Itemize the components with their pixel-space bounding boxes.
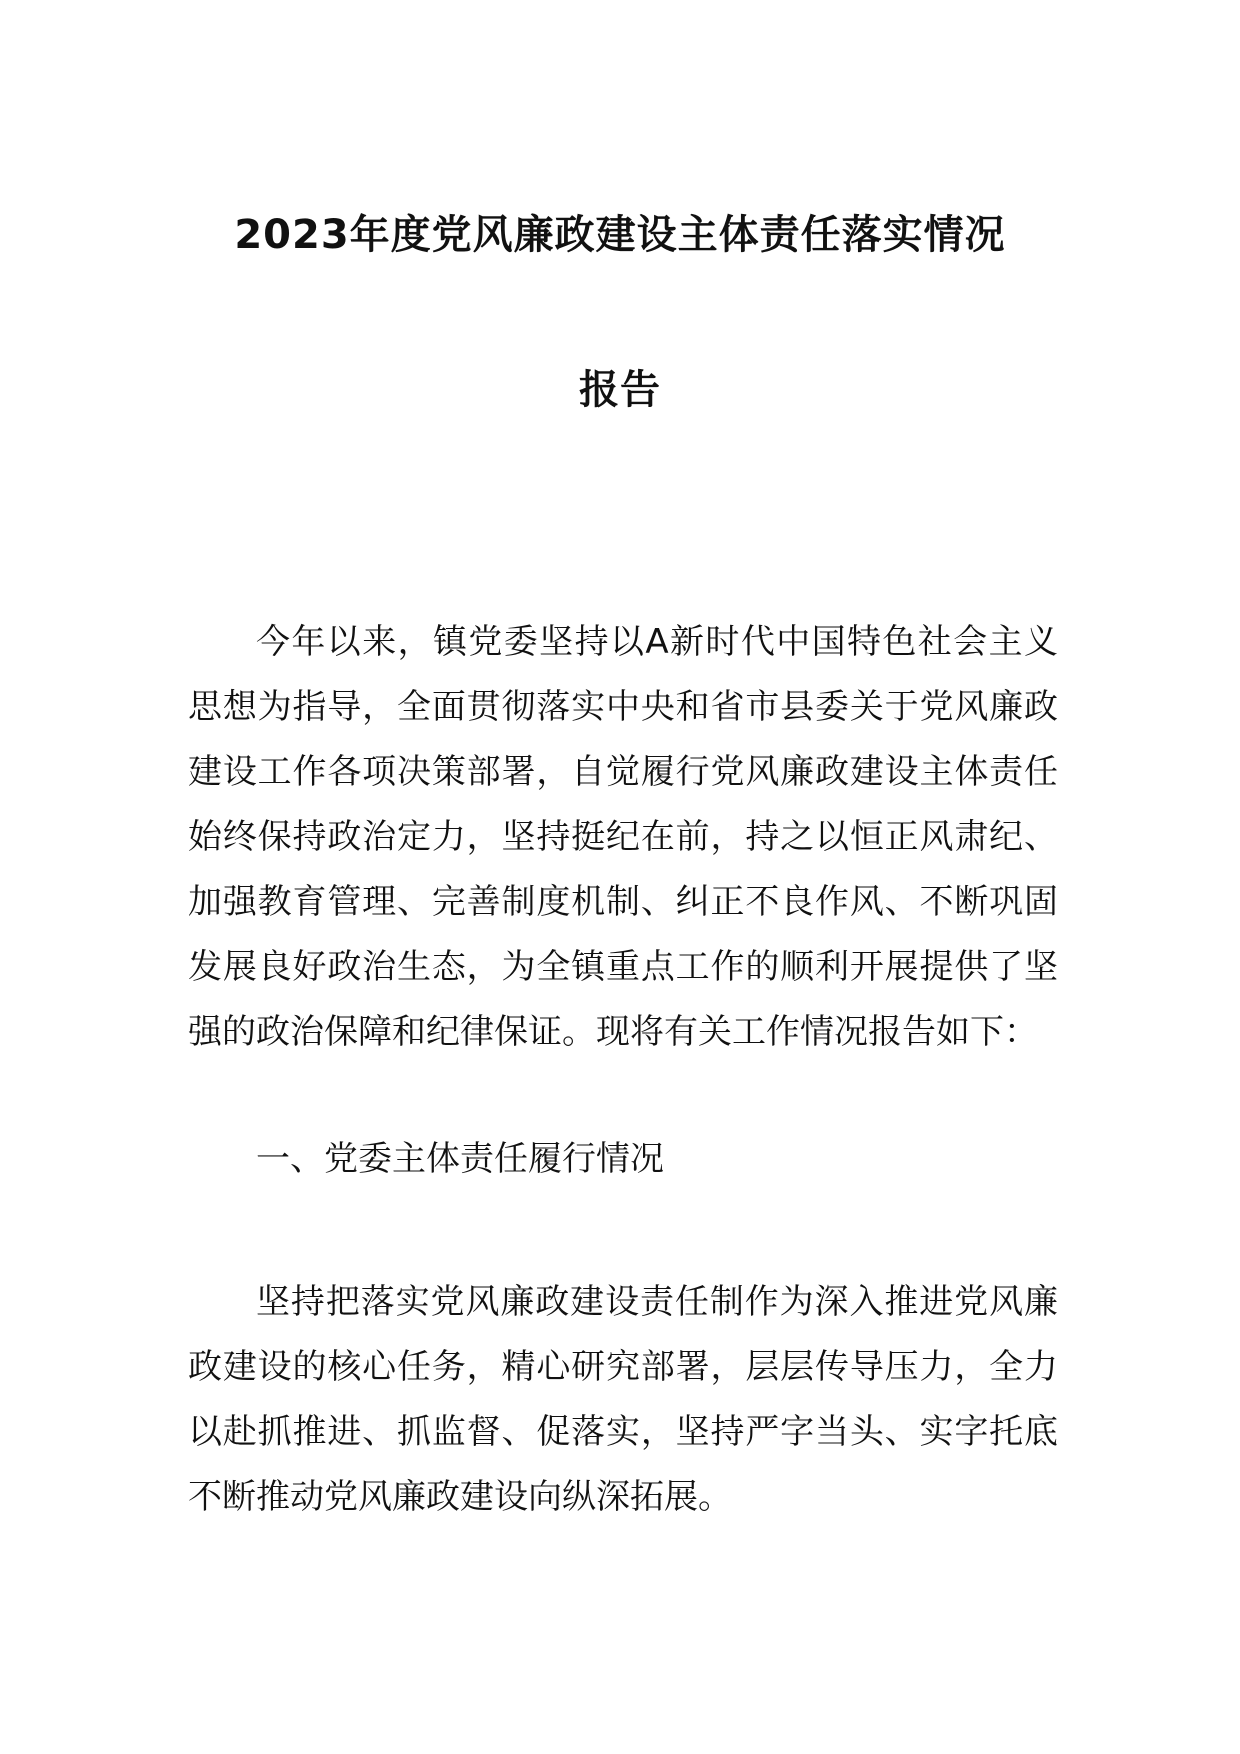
section-1-heading: 一、党委主体责任履行情况 <box>256 1139 664 1179</box>
document-title-line-2: 报告 <box>579 367 661 413</box>
intro-paragraph: 今年以来，镇党委坚持以A新时代中国特色社会主义思想为指导，全面贯彻落实中央和省市县委关于党风廉政建设工作各项决策部署，自觉履行党风廉政建设主体责任始终保持政治定力，坚持挺纪在前，持之以恒正风肃纪、加强教育管理、完善制度机制、纠正不良作风、不断巩固发展良好政治生态，为全镇重点工作的顺利开展提供了坚强的政治保障和纪律保证。现将有关工作情况报告如下： <box>188 622 1058 1052</box>
section-1-paragraph: 坚持把落实党风廉政建设责任制作为深入推进党风廉政建设的核心任务，精心研究部署，层层传导压力，全力以赴抓推进、抓监督、促落实，坚持严字当头、实字托底不断推动党风廉政建设向纵深拓展。 <box>188 1282 1058 1517</box>
document-title-line-1: 2023年度党风廉政建设主体责任落实情况 <box>234 212 1006 258</box>
